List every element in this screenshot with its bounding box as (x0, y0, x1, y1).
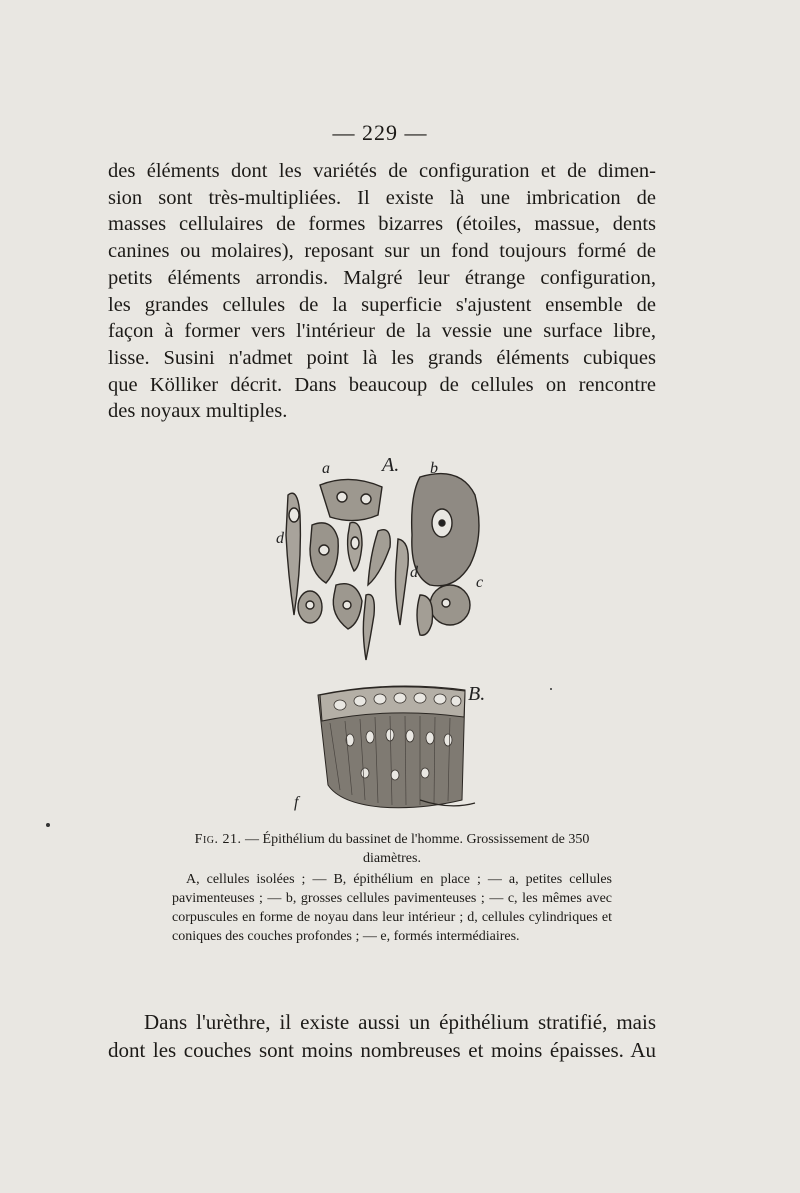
text-line: dont les couches sont moins nombreuses et moins épaisses. Au (108, 1038, 656, 1062)
stratified-epithelium-group (318, 686, 475, 808)
caption-body: A, cellules isolées ; — B, épithélium en place ; — a, petites cellules pavimenteuses ; — b, grosses cellules pavimenteuses ; — c, les mêmes avec corpuscules en forme de noyau dans leur intérieur ; d, cellules cylindriques et coniques des couches profondes ; — e, formés intermédiaires. (172, 872, 612, 944)
text-line: Dans l'urèthre, il existe aussi un épithélium stratifié, mais (144, 1010, 656, 1034)
figure-label-f: f (294, 794, 299, 811)
figure-label-c: c (476, 574, 484, 591)
text-line: canines ou molaires), reposant sur un fond toujours formé de (108, 240, 656, 263)
caption-figure-number: Fig. 21. (194, 832, 242, 847)
text-line: lisse. Susini n'admet point là les grands éléments cubiques (108, 346, 656, 369)
isolated-cells-group (286, 474, 479, 660)
figure-label-d2: d (410, 564, 418, 581)
text-line: des éléments dont les variétés de configuration et de dimen- (108, 160, 656, 182)
figure-label-b: b (430, 460, 438, 477)
figure-label-A: A. (382, 455, 400, 476)
text-line: masses cellulaires de formes bizarres (étoiles, massue, dents (108, 213, 656, 236)
caption-title (172, 830, 612, 868)
epithelium-illustration (270, 455, 520, 825)
text-line: des noyaux multiples. (108, 400, 288, 423)
page-number: — 229 — (332, 120, 428, 145)
figure-label-B: B. (468, 683, 486, 705)
caption-title-text: — Épithélium du bassinet de l'homme. Grossissement de 350 diamètres. (241, 832, 590, 866)
paragraph-2 (108, 1008, 656, 1064)
paper-speck (550, 688, 552, 690)
paragraph-1 (108, 158, 656, 425)
text-line: sion sont très-multipliées. Il existe là une imbrication de (108, 186, 656, 209)
paper-speck (46, 823, 50, 827)
epithelium-figure (270, 455, 520, 825)
figure-label-d: d (276, 530, 284, 547)
figure-caption (172, 830, 612, 946)
text-line: façon à former vers l'intérieur de la vessie une surface libre, (108, 320, 656, 343)
figure-label-a: a (322, 460, 330, 477)
text-line: petits éléments arrondis. Malgré leur étrange configuration, (108, 266, 656, 289)
text-line: que Kölliker décrit. Dans beaucoup de cellules on rencontre (108, 373, 656, 396)
text-line: les grandes cellules de la superficie s'ajustent ensemble de (108, 293, 656, 316)
